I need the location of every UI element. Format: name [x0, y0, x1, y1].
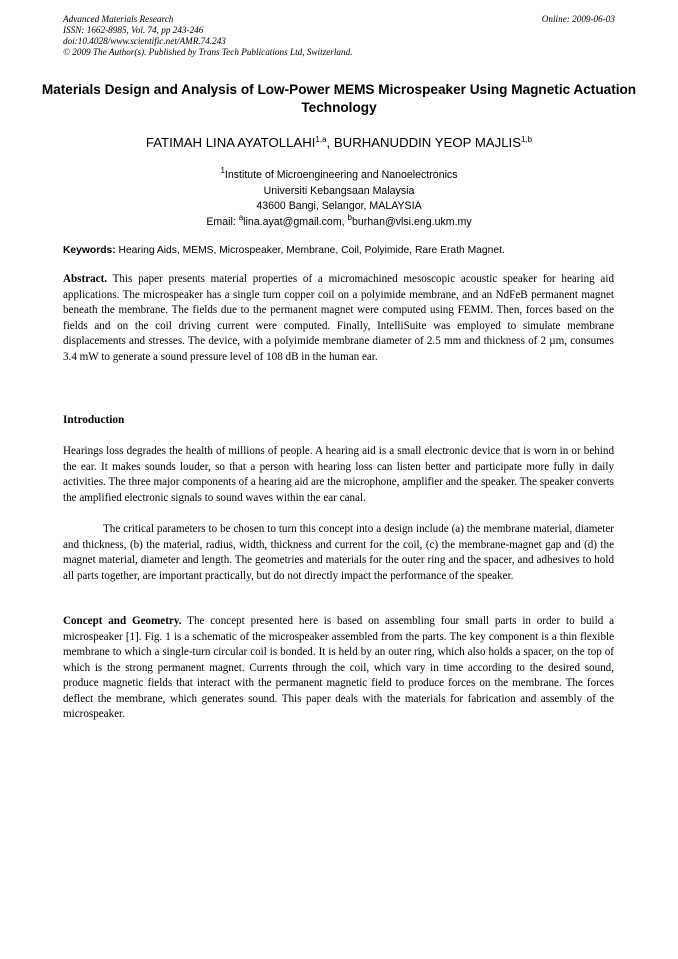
paper-title: Materials Design and Analysis of Low-Power MEMS Microspeaker Using Magnetic Actuation Technology — [41, 82, 637, 115]
affiliation-institute: $^1$Institute of Microengineering and Nanoelectronics — [220, 166, 458, 181]
author-affiliation-mark: 1,a — [315, 135, 327, 144]
body-paragraph: The critical parameters to be chosen to turn this concept into a design include (a) the membrane material, diameter and thickness, (b) the material, radius, width, thickness and current for the coil, (c) the membrane-magnet gap and (d) the magnet material, diameter and length. The geometries and materials for the outer ring and the spacer, and adhesives to hold all parts together, are important practically, but do not directly impact the performance of the speaker. — [63, 523, 614, 582]
doi-line: doi:10.4028/www.scientific.net/AMR.74.243 — [63, 36, 226, 46]
author-list — [40, 134, 638, 152]
concept-paragraph — [63, 614, 614, 723]
abstract-text: This paper presents material properties of a micromachined mesoscopic acoustic speaker for hearing aid applications. The microspeaker has a single turn copper coil on a polyimide membrane, and an NdFeB permanent magnet beneath the membrane. The fields due to the permanent magnet were computed using FEMM. Then, forces based on the fields and on the coil driving current were computed. Finally, IntelliSuite was employed to simulate membrane displacements and stresses. The device, with a polyimide membrane diameter of 2.5 mm and thickness of 2 µm, consumes 3.4 mW to generate a sound pressure level of 108 dB in the human ear. — [63, 273, 614, 363]
concept-label: Concept and Geometry. — [63, 615, 182, 627]
issn-line: ISSN: 1662-8985, Vol. 74, pp 243-246 — [63, 25, 204, 35]
keywords-text: Hearing Aids, MEMS, Microspeaker, Membrane, Coil, Polyimide, Rare Erath Magnet. — [115, 245, 505, 256]
online-date: Online: 2009-06-03 — [541, 14, 615, 24]
keywords — [63, 244, 623, 258]
journal-header — [63, 14, 615, 58]
author-affiliation-mark: 1,b — [521, 135, 533, 144]
affiliation-university: Universiti Kebangsaan Malaysia — [263, 184, 415, 197]
affiliation-block — [100, 168, 578, 230]
author-name: FATIMAH LINA AYATOLLAHI — [145, 135, 316, 150]
concept-text: The concept presented here is based on assembling four small parts in order to build a microspeaker [1]. Fig. 1 is a schematic of the microspeaker assembled from the parts. The key component is a thin flexible membrane to which a single-turn circular coil is bonded. It is held by an outer ring, which also holds a spacer, on the top of which is the strong permanent magnet. Currents through the coil, which vary in time according to the desired sound, produce magnetic fields that interact with the permanent magnetic field to produce forces on the membrane. The forces deflect the membrane, which generates sound. This paper deals with the materials for fabrication and assembly of the microspeaker. — [63, 615, 614, 721]
author-separator: , — [326, 135, 334, 150]
body-paragraph: Hearings loss degrades the health of millions of people. A hearing aid is a small electronic device that is worn in or behind the ear. It makes sounds louder, so that a person with hearing loss can listen better and participate more fully in daily activities. The three major components of a hearing aid are the microphone, amplifier and the speaker. The speaker converts the amplified electronic signals to sound waves within the ear canal. — [63, 445, 614, 504]
affiliation-address: 43600 Bangi, Selangor, MALAYSIA — [256, 200, 422, 212]
journal-name: Advanced Materials Research — [63, 14, 174, 24]
section-heading-introduction: Introduction — [63, 414, 125, 426]
abstract-paragraph — [63, 272, 614, 365]
affiliation-email: Email: $^a$lina.ayat@gmail.com, $^b$burhan@vlsi.eng.ukm.my — [206, 212, 472, 228]
keywords-label: Keywords: — [63, 245, 116, 256]
abstract-label: Abstract. — [63, 273, 108, 285]
author-name: BURHANUDDIN YEOP MAJLIS — [333, 135, 521, 150]
email-link: lina.ayat@gmail.com — [243, 215, 342, 228]
email-link: burhan@vlsi.eng.ukm.my — [351, 215, 472, 228]
copyright-line: © 2009 The Author(s). Published by Trans Tech Publications Ltd, Switzerland. — [63, 47, 353, 57]
affiliation-mark: 1 — [220, 166, 225, 175]
